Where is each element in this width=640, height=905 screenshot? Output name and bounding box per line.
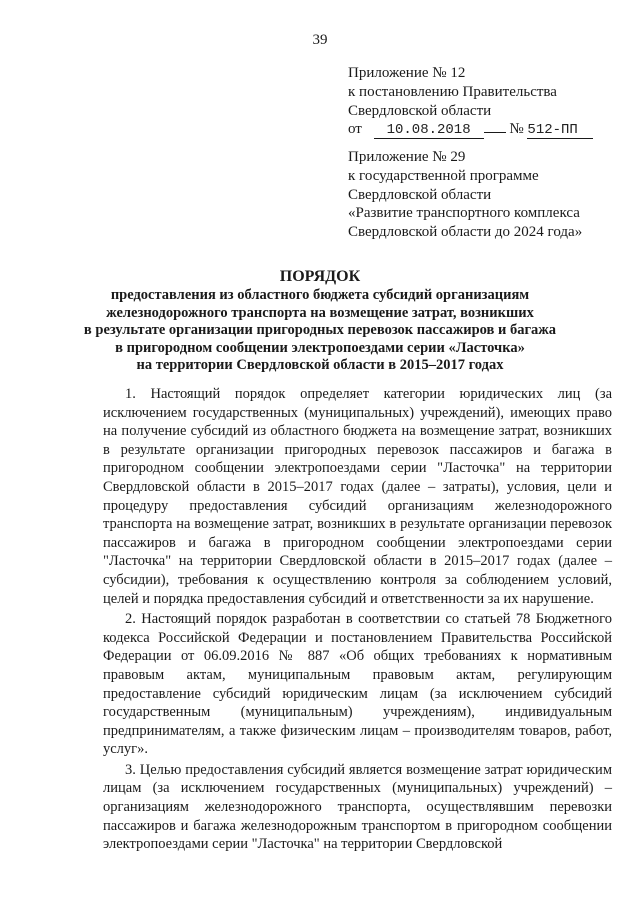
subtitle-line: железнодорожного транспорта на возмещение затрат, возникших <box>106 304 534 321</box>
appendix-29-line-5: Свердловской области до 2024 года» <box>348 224 583 241</box>
document-body <box>103 385 612 856</box>
subtitle-line: в результате организации пригородных перевозок пассажиров и багажа <box>83 322 557 339</box>
appendix-12-line-3: Свердловской области <box>348 102 492 119</box>
page-number: 39 <box>312 32 328 48</box>
document-subtitle <box>70 287 570 375</box>
number-prefix: № <box>509 121 524 138</box>
document-title: ПОРЯДОК <box>279 268 361 285</box>
decree-number: 512-ПП <box>527 123 593 139</box>
subtitle-line: в пригородном сообщении электропоездами серии «Ласточка» <box>115 339 525 356</box>
date-underline <box>484 132 506 133</box>
subtitle-line: предоставления из областного бюджета субсидий организациям <box>110 287 530 303</box>
paragraph-2: 2. Настоящий порядок разработан в соответствии со статьей 78 Бюджетного кодекса Российской Федерации и постановлением Правительства Российской Федерации от 06.09.2016 № 887 «Об общих требованиях к нормативным правовым актам, муниципальным правовым актам, регулирующим предоставление субсидий юридическим лицам (за исключением субсидий государственным (муниципальным) учреждениям), индивидуальным предпринимателям, а также физическим лицам – производителям товаров, работ, услуг». <box>103 611 612 758</box>
appendix-29-line-3: Свердловской области <box>348 186 492 203</box>
decree-date: 10.08.2018 <box>374 123 484 139</box>
appendix-29-title: Приложение № 29 <box>348 149 466 165</box>
appendix-29-block <box>348 148 628 242</box>
appendix-29-line-4: «Развитие транспортного комплекса <box>348 205 580 222</box>
subtitle-line: на территории Свердловской области в 2015–2017 годах <box>136 357 504 374</box>
date-prefix: от <box>348 121 362 138</box>
paragraph-3: 3. Целью предоставления субсидий является возмещение затрат юридическим лицам (за исключением государственных (муниципальных) учреждений) – организациям железнодорожного транспорта, осуществлявшим перевозки пассажиров и багажа железнодорожным транспортом в пригородном сообщении электропоездами серии "Ласточка" на территории Свердловской <box>103 761 612 853</box>
appendix-12-line-2: к постановлению Правительства <box>348 83 557 100</box>
appendix-12-block <box>348 64 628 139</box>
appendix-12-title: Приложение № 12 <box>348 65 466 81</box>
paragraph-1: 1. Настоящий порядок определяет категории юридических лиц (за исключением государственных (муниципальных) учреждений), имеющих право на получение субсидий из областного бюджета на возмещение затрат, возникших в результате организации пригородных перевозок пассажиров и багажа в пригородном сообщении электропоездами серии "Ласточка" на территории Свердловской области в 2015–2017 годах (далее – затраты), условия, цели и процедуру предоставления субсидий организациям железнодорожного транспорта на возмещение затрат, возникших в результате организации перевозок пассажиров и багажа в пригородном сообщении электропоездами серии "Ласточка" на территории Свердловской области в 2015–2017 годах (далее – субсидии), требования к осуществлению контроля за соблюдением условий, целей и порядка предоставления субсидий и ответственности за их нарушение. <box>103 386 612 607</box>
appendix-29-line-2: к государственной программе <box>348 167 539 184</box>
decree-date-row <box>348 120 628 139</box>
